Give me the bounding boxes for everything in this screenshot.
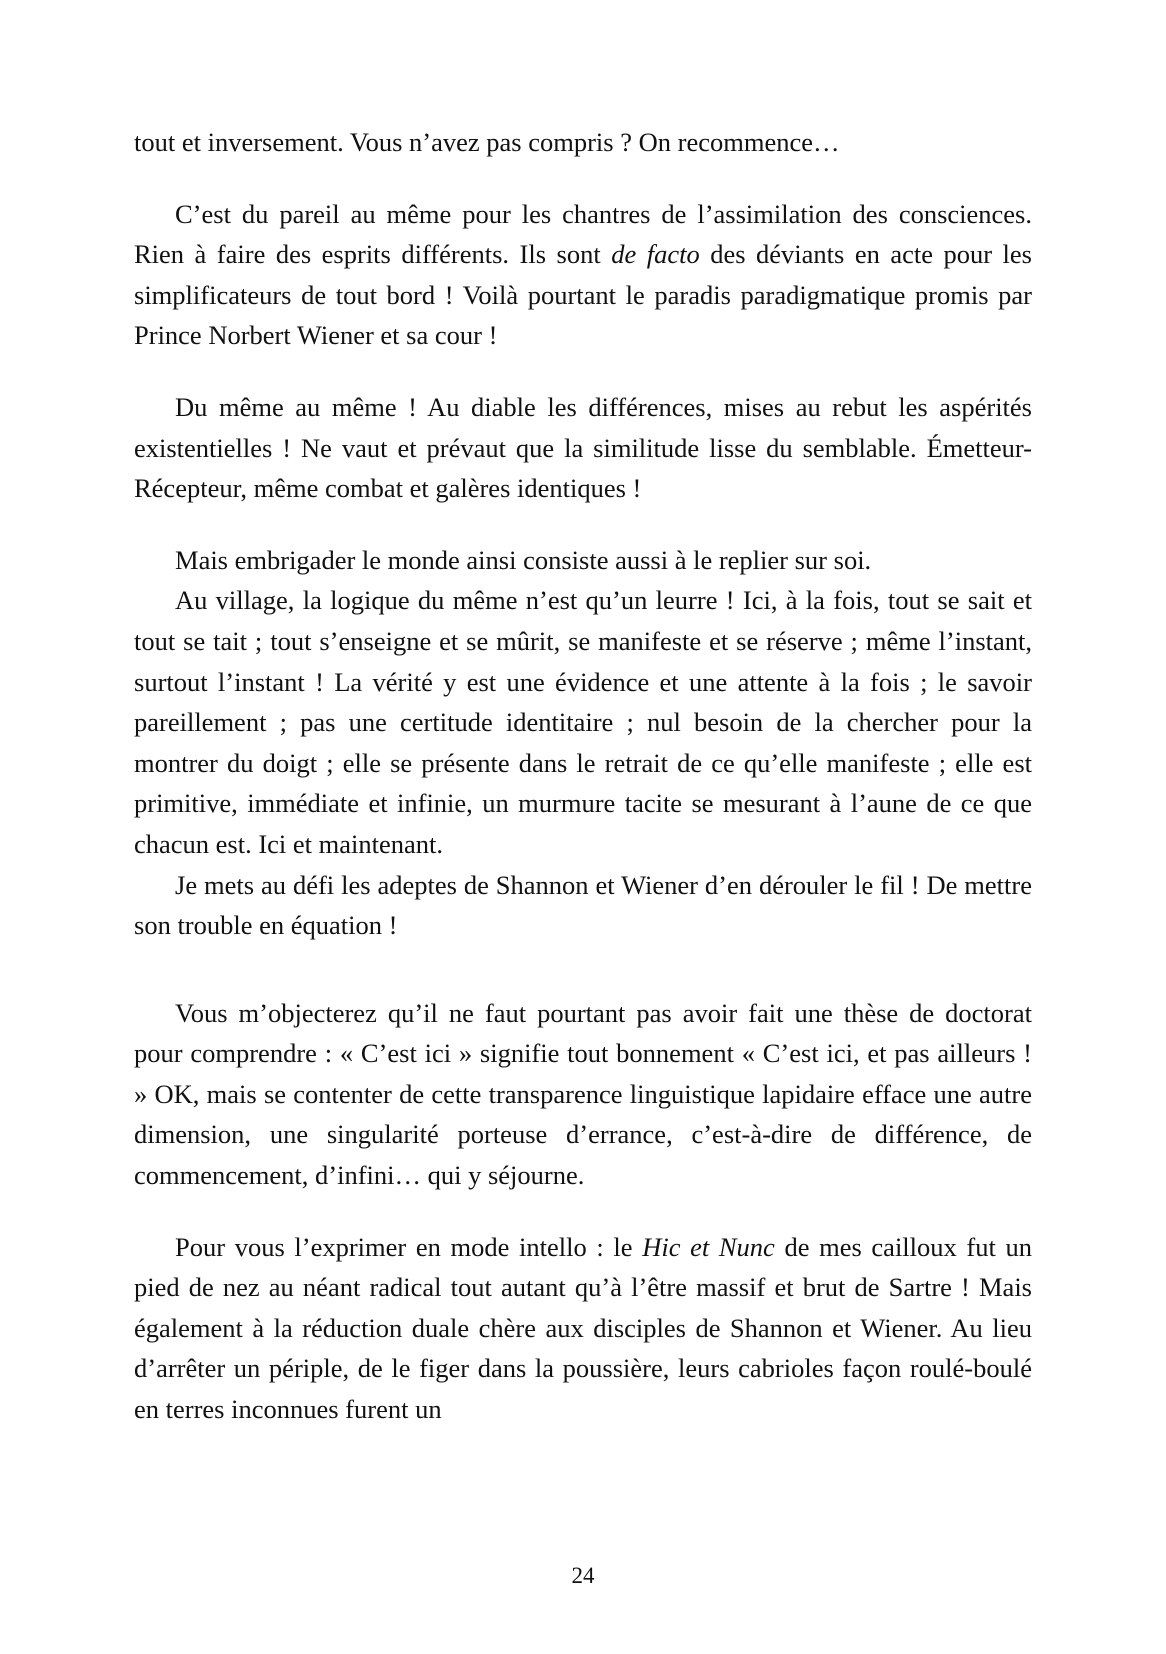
text-run: C’est du pareil au même pour les chantres de l’assimilation des consciences. Rien à faire des esprits différents. Ils sont bbox=[134, 198, 1032, 270]
paragraph: Je mets au défi les adeptes de Shannon et Wiener d’en dérouler le fil ! De mettre son trouble en équation ! bbox=[134, 869, 1032, 941]
paragraph: Au village, la logique du même n’est qu’un leurre ! Ici, à la fois, tout se sait et tout se tait ; tout s’enseigne et se mûrit, se manifeste et se réserve ; même l’instant, surtout l’instant ! La vérité y est une évidence et une attente à la fois ; le savoir pareillement ; pas une certitude identitaire ; nul besoin de la chercher pour la montrer du doigt ; elle se présente dans le retrait de ce qu’elle manifeste ; elle est primitive, immédiate et infinie, un murmure tacite se mesurant à l’aune de ce que chacun est. Ici et maintenant. bbox=[134, 585, 1032, 859]
paragraph: Vous m’objecterez qu’il ne faut pourtant pas avoir fait une thèse de doctorat pour comprendre : « C’est ici » signifie tout bonnement « C’est ici, et pas ailleurs ! » OK, mais se contenter de cette transparence linguistique lapidaire efface une autre dimension, une singularité porteuse d’errance, c’est-à-dire de différence, de commencement, d’infini… qui y séjourne. bbox=[134, 997, 1032, 1191]
italic-phrase: de facto bbox=[611, 239, 700, 270]
italic-phrase: Hic et Nunc bbox=[642, 1231, 775, 1262]
text-run: de mes cailloux fut un pied de nez au néant radical tout autant qu’à l’être massif et brut de Sartre ! Mais également à la réduction duale chère aux disciples de Shannon et Wiener. Au lieu d’arrêter un périple, de le figer dans la poussière, leurs cabrioles façon roulé-boulé en terres inconnues furent un bbox=[134, 1231, 1033, 1425]
page-body bbox=[134, 122, 1032, 1430]
paragraph-continued: tout et inversement. Vous n’avez pas compris ? On recommence… bbox=[134, 127, 840, 157]
text-run: Pour vous l’exprimer en mode intello : le bbox=[175, 1231, 643, 1262]
paragraph bbox=[134, 1227, 1032, 1430]
page-number: 24 bbox=[571, 1563, 595, 1588]
paragraph: Mais embrigader le monde ainsi consiste aussi à le replier sur soi. bbox=[175, 544, 872, 575]
paragraph: Du même au même ! Au diable les différences, mises au rebut les aspérités existentielles ! Ne vaut et prévaut que la similitude lisse du semblable. Émetteur-Récepteur, même combat et galères identiques ! bbox=[134, 391, 1032, 504]
paragraph bbox=[134, 194, 1032, 356]
text-run: des déviants en acte pour les simplificateurs de tout bord ! Voilà pourtant le paradis paradigmatique promis par Prince Norbert Wiener et sa cour ! bbox=[134, 239, 1032, 351]
